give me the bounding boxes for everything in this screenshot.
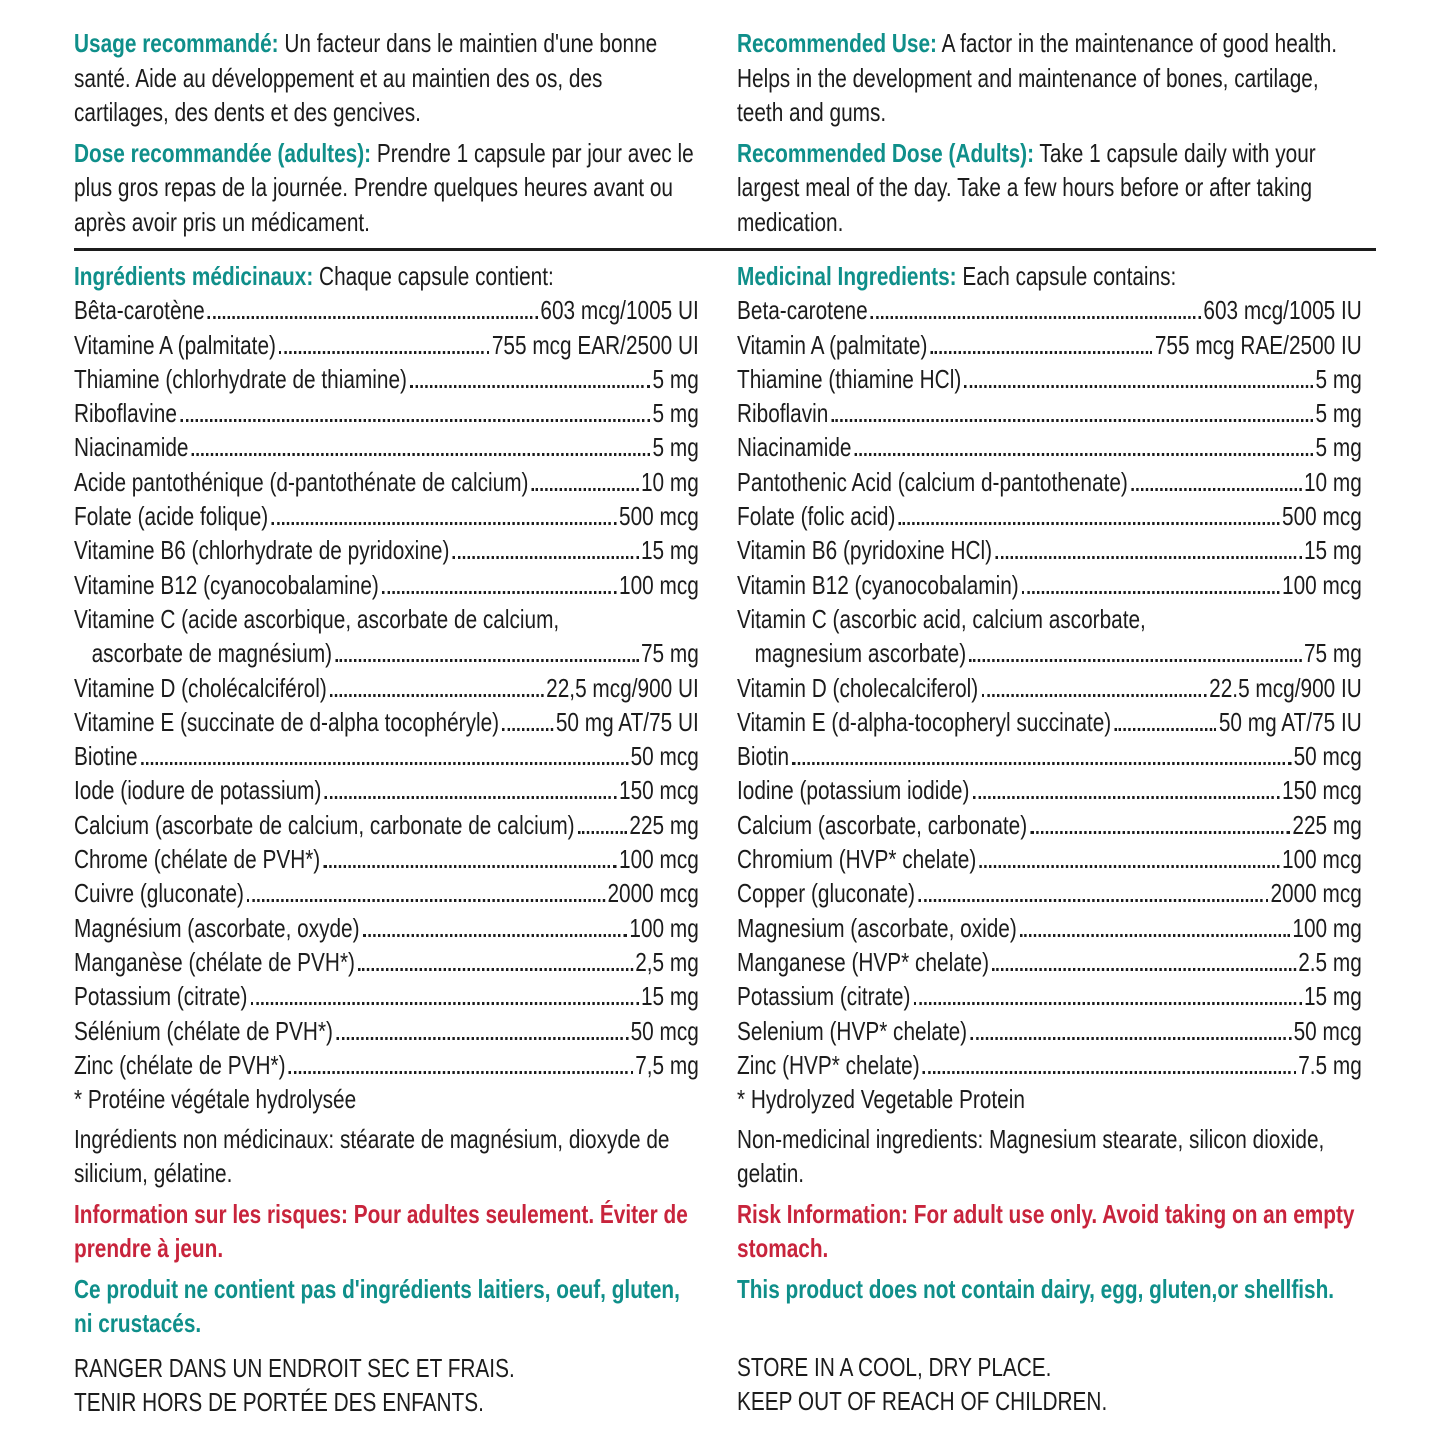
fr-allergen-statement: Ce produit ne contient pas d'ingrédients laitiers, oeuf, gluten, ni crustacés. xyxy=(74,1273,680,1339)
ingredient-row xyxy=(737,567,1362,601)
ingredient-amount: 100 mg xyxy=(1292,912,1362,943)
ingredient-amount: 100 mg xyxy=(629,912,699,943)
ingredient-name: Pantothenic Acid (calcium d-pantothenate) xyxy=(737,466,1128,497)
dot-leader xyxy=(923,1071,1296,1074)
ingredient-name: Manganese (HVP* chelate) xyxy=(737,946,990,977)
fr-keep-away: TENIR HORS DE PORTÉE DES ENFANTS. xyxy=(74,1386,484,1417)
dot-leader xyxy=(502,728,553,731)
fr-ingredient-list xyxy=(74,293,699,1082)
dot-leader xyxy=(141,762,628,765)
en-risk-info: Risk Information: For adult use only. Avoid taking on an empty stomach. xyxy=(737,1198,1355,1264)
en-dose-text: Take 1 capsule daily with your largest meal of the day. Take a few hours before or after taking medication. xyxy=(737,137,1316,237)
dot-leader xyxy=(979,865,1279,868)
fr-risk-info: Information sur les risques: Pour adultes seulement. Éviter de prendre à jeun. xyxy=(74,1198,688,1264)
ingredient-name: Vitamine B6 (chlorhydrate de pyridoxine) xyxy=(74,535,450,566)
ingredient-amount: 500 mcg xyxy=(619,501,699,532)
ingredient-name: Riboflavin xyxy=(737,398,829,429)
fr-dose-text: Prendre 1 capsule par jour avec le plus gros repas de la journée. Prendre quelques heures avant ou après avoir pris un médicament. xyxy=(74,137,694,237)
dot-leader xyxy=(336,1037,628,1040)
ingredient-name: Bêta-carotène xyxy=(74,295,205,326)
fr-dose-label: Dose recommandée (adultes): xyxy=(74,137,372,168)
ingredient-amount: 603 mcg/1005 UI xyxy=(540,295,699,326)
ingredient-row xyxy=(74,602,699,636)
ingredient-amount: 5 mg xyxy=(1315,363,1362,394)
ingredient-name: Copper (gluconate) xyxy=(737,878,916,909)
ingredient-amount: 50 mg AT/75 UI xyxy=(555,706,699,737)
ingredient-amount: 75 mg xyxy=(1303,638,1362,669)
ingredient-name: Vitamine E (succinate de d-alpha tocophéryle) xyxy=(74,706,500,737)
ingredient-row xyxy=(74,362,699,396)
ingredient-row xyxy=(737,430,1362,464)
ingredient-row xyxy=(74,533,699,567)
ingredient-name: Vitamine D (cholécalciférol) xyxy=(74,672,327,703)
en-ingredients-label: Medicinal Ingredients: xyxy=(737,261,957,291)
ingredient-name: Biotine xyxy=(74,741,138,772)
en-ingredients-section xyxy=(737,259,1362,1418)
ingredient-name: Vitamin B6 (pyridoxine HCl) xyxy=(737,535,993,566)
dot-leader xyxy=(453,556,639,559)
ingredient-amount: 22,5 mcg/900 UI xyxy=(546,672,699,703)
ingredient-name: Vitamine B12 (cyanocobalamine) xyxy=(74,569,379,600)
fr-dose xyxy=(74,136,699,240)
ingredient-amount: 5 mg xyxy=(652,398,699,429)
ingredient-name: Biotin xyxy=(737,741,790,772)
ingredient-name: Acide pantothénique (d-pantothénate de calcium) xyxy=(74,466,529,497)
dot-leader xyxy=(832,419,1314,422)
dot-leader xyxy=(382,591,617,594)
ingredient-name: magnesium ascorbate) xyxy=(754,638,967,669)
ingredient-name: Chrome (chélate de PVH*) xyxy=(74,844,321,875)
dot-leader xyxy=(914,1002,1302,1005)
ingredient-row xyxy=(74,739,699,773)
fr-ingredients-section xyxy=(74,259,699,1419)
ingredient-name: Zinc (chélate de PVH*) xyxy=(74,1049,286,1080)
ingredient-amount: 50 mg AT/75 IU xyxy=(1218,706,1362,737)
ingredient-row xyxy=(74,636,699,670)
dot-leader xyxy=(180,419,650,422)
ingredient-amount: 22.5 mcg/900 IU xyxy=(1209,672,1362,703)
dot-leader xyxy=(970,1037,1291,1040)
ingredient-name: Chromium (HVP* chelate) xyxy=(737,844,977,875)
ingredient-row xyxy=(74,1013,699,1047)
en-ingredients-heading xyxy=(737,259,1362,293)
ingredient-row xyxy=(74,293,699,327)
ingredient-amount: 100 mcg xyxy=(619,569,699,600)
ingredient-name: Folate (folic acid) xyxy=(737,501,896,532)
dot-leader xyxy=(330,694,544,697)
ingredient-name: Folate (acide folique) xyxy=(74,501,269,532)
ingredient-name: Vitamine A (palmitate) xyxy=(74,329,276,360)
dot-leader xyxy=(931,351,1153,354)
ingredient-name: Iode (iodure de potassium) xyxy=(74,775,322,806)
fr-top-section xyxy=(74,26,699,239)
ingredient-name: Vitamin D (cholecalciferol) xyxy=(737,672,979,703)
fr-ingredients-heading xyxy=(74,259,699,293)
fr-usage-text: Un facteur dans le maintien d'une bonne santé. Aide au développement et au maintien des os, des cartilages, des dents et des gencives. xyxy=(74,28,658,127)
fr-nonmedicinal: Ingrédients non médicinaux: stéarate de magnésium, dioxyde de silicium, gélatine. xyxy=(74,1123,670,1189)
ingredient-name: Vitamin E (d-alpha-tocopheryl succinate) xyxy=(737,706,1112,737)
fr-ingredients-intro: Chaque capsule contient: xyxy=(313,261,554,291)
en-nonmedicinal: Non-medicinal ingredients: Magnesium stearate, silicon dioxide, gelatin. xyxy=(737,1123,1325,1189)
en-storage: STORE IN A COOL, DRY PLACE. xyxy=(737,1352,1052,1383)
ingredient-amount: 225 mg xyxy=(629,809,699,840)
ingredient-name: Potassium (citrate) xyxy=(737,981,911,1012)
dot-leader xyxy=(247,899,605,902)
en-ingredient-list xyxy=(737,293,1362,1082)
ingredient-name: Selenium (HVP* chelate) xyxy=(737,1015,968,1046)
en-ingredients-intro: Each capsule contains: xyxy=(956,261,1177,291)
ingredient-row xyxy=(74,705,699,739)
ingredient-name: Magnésium (ascorbate, oxyde) xyxy=(74,912,360,943)
ingredient-amount: 10 mg xyxy=(1303,466,1362,497)
ingredient-row xyxy=(74,499,699,533)
ingredient-name: Cuivre (gluconate) xyxy=(74,878,244,909)
en-top-section xyxy=(737,26,1362,239)
fr-storage: RANGER DANS UN ENDROIT SEC ET FRAIS. xyxy=(74,1352,515,1383)
section-divider xyxy=(74,248,1376,251)
en-keep-away: KEEP OUT OF REACH OF CHILDREN. xyxy=(737,1386,1108,1417)
ingredient-name: Iodine (potassium iodide) xyxy=(737,775,970,806)
ingredient-amount: 225 mg xyxy=(1292,809,1362,840)
fr-ingredients-label: Ingrédients médicinaux: xyxy=(74,261,314,291)
dot-leader xyxy=(532,488,639,491)
ingredient-row xyxy=(74,807,699,841)
ingredient-amount: 2.5 mg xyxy=(1298,946,1362,977)
dot-leader xyxy=(192,453,650,456)
ingredient-name: Potassium (citrate) xyxy=(74,981,248,1012)
dot-leader xyxy=(208,316,538,319)
dot-leader xyxy=(363,934,627,937)
ingredient-name: Calcium (ascorbate, carbonate) xyxy=(737,809,1028,840)
ingredient-amount: 15 mg xyxy=(640,981,699,1012)
ingredient-row xyxy=(737,636,1362,670)
dot-leader xyxy=(995,556,1301,559)
ingredient-amount: 15 mg xyxy=(1303,535,1362,566)
ingredient-row xyxy=(737,807,1362,841)
dot-leader xyxy=(1131,488,1302,491)
ingredient-row xyxy=(74,1048,699,1082)
ingredient-row xyxy=(737,910,1362,944)
ingredient-row xyxy=(74,396,699,430)
dot-leader xyxy=(323,865,616,868)
ingredient-row xyxy=(737,773,1362,807)
ingredient-amount: 603 mcg/1005 IU xyxy=(1203,295,1362,326)
ingredient-name: Magnesium (ascorbate, oxide) xyxy=(737,912,1017,943)
dot-leader xyxy=(1022,591,1280,594)
ingredient-row xyxy=(737,602,1362,636)
ingredient-amount: 7.5 mg xyxy=(1298,1049,1362,1080)
dot-leader xyxy=(279,351,489,354)
ingredient-amount: 5 mg xyxy=(1315,432,1362,463)
en-usage-label: Recommended Use: xyxy=(737,28,937,58)
ingredient-row xyxy=(737,670,1362,704)
ingredient-amount: 100 mcg xyxy=(1282,569,1362,600)
ingredient-name: Vitamin A (palmitate) xyxy=(737,329,928,360)
ingredient-row xyxy=(737,842,1362,876)
ingredient-name: Zinc (HVP* chelate) xyxy=(737,1049,920,1080)
en-usage-text: A factor in the maintenance of good health. Helps in the development and maintenance of bones, cartilage, teeth and gums. xyxy=(737,28,1338,127)
ingredient-row xyxy=(737,705,1362,739)
ingredient-row xyxy=(737,1013,1362,1047)
ingredient-amount: 755 mcg EAR/2500 UI xyxy=(491,329,699,360)
ingredient-amount: 500 mcg xyxy=(1282,501,1362,532)
ingredient-row xyxy=(737,739,1362,773)
dot-leader xyxy=(271,522,616,525)
ingredient-amount: 7,5 mg xyxy=(635,1049,699,1080)
fr-footnote: * Protéine végétale hydrolysée xyxy=(74,1083,357,1114)
ingredient-amount: 50 mcg xyxy=(630,1015,699,1046)
ingredient-row xyxy=(74,842,699,876)
dot-leader xyxy=(1030,831,1290,834)
ingredient-row xyxy=(74,430,699,464)
ingredient-row xyxy=(737,1048,1362,1082)
ingredient-amount: 5 mg xyxy=(652,432,699,463)
dot-leader xyxy=(969,659,1301,662)
ingredient-amount: 100 mcg xyxy=(619,844,699,875)
ingredient-amount: 50 mcg xyxy=(630,741,699,772)
dot-leader xyxy=(289,1071,633,1074)
ingredient-amount: 5 mg xyxy=(652,363,699,394)
ingredient-amount: 2000 mcg xyxy=(607,878,699,909)
ingredient-amount: 2000 mcg xyxy=(1270,878,1362,909)
ingredient-name: Riboflavine xyxy=(74,398,177,429)
en-footnote: * Hydrolyzed Vegetable Protein xyxy=(737,1083,1025,1114)
ingredient-amount: 150 mcg xyxy=(619,775,699,806)
ingredient-row xyxy=(737,979,1362,1013)
ingredient-row xyxy=(74,910,699,944)
ingredient-name: Sélénium (chélate de PVH*) xyxy=(74,1015,333,1046)
ingredient-row xyxy=(737,327,1362,361)
dot-leader xyxy=(251,1002,639,1005)
ingredient-row xyxy=(737,396,1362,430)
dot-leader xyxy=(335,659,638,662)
ingredient-amount: 15 mg xyxy=(640,535,699,566)
ingredient-name: Beta-carotene xyxy=(737,295,868,326)
dot-leader xyxy=(855,453,1313,456)
dot-leader xyxy=(1020,934,1290,937)
dot-leader xyxy=(899,522,1280,525)
dot-leader xyxy=(973,796,1280,799)
ingredient-amount: 15 mg xyxy=(1303,981,1362,1012)
ingredient-amount: 10 mg xyxy=(640,466,699,497)
en-usage xyxy=(737,26,1362,130)
ingredient-row xyxy=(74,979,699,1013)
dot-leader xyxy=(410,385,650,388)
ingredient-row xyxy=(74,567,699,601)
en-allergen-statement: This product does not contain dairy, egg, gluten,or shellfish. xyxy=(737,1273,1335,1304)
dot-leader xyxy=(578,831,627,834)
ingredient-row xyxy=(737,499,1362,533)
ingredient-row xyxy=(737,533,1362,567)
fr-usage xyxy=(74,26,699,130)
ingredient-name: Niacinamide xyxy=(737,432,852,463)
ingredient-name: Niacinamide xyxy=(74,432,189,463)
ingredient-amount: 2,5 mg xyxy=(635,946,699,977)
ingredient-amount: 755 mcg RAE/2500 IU xyxy=(1154,329,1362,360)
ingredient-name: Thiamine (chlorhydrate de thiamine) xyxy=(74,363,407,394)
ingredient-row xyxy=(74,464,699,498)
dot-leader xyxy=(992,968,1296,971)
en-dose xyxy=(737,136,1362,240)
ingredient-row xyxy=(74,945,699,979)
ingredient-amount: 75 mg xyxy=(640,638,699,669)
ingredient-row xyxy=(74,670,699,704)
ingredient-amount: 50 mcg xyxy=(1293,741,1362,772)
ingredient-row xyxy=(74,876,699,910)
ingredient-row xyxy=(737,464,1362,498)
ingredient-name: Vitamin C (ascorbic acid, calcium ascorbate, xyxy=(737,603,1146,634)
ingredient-row xyxy=(74,773,699,807)
dot-leader xyxy=(964,385,1313,388)
dot-leader xyxy=(325,796,617,799)
ingredient-amount: 50 mcg xyxy=(1293,1015,1362,1046)
dot-leader xyxy=(1114,728,1216,731)
ingredient-name: Vitamine C (acide ascorbique, ascorbate de calcium, xyxy=(74,603,560,634)
dot-leader xyxy=(871,316,1201,319)
ingredient-name: Thiamine (thiamine HCl) xyxy=(737,363,962,394)
dot-leader xyxy=(358,968,633,971)
ingredient-name: Calcium (ascorbate de calcium, carbonate de calcium) xyxy=(74,809,575,840)
dot-leader xyxy=(981,694,1206,697)
ingredient-row xyxy=(74,327,699,361)
ingredient-row xyxy=(737,362,1362,396)
ingredient-name: Vitamin B12 (cyanocobalamin) xyxy=(737,569,1019,600)
ingredient-row xyxy=(737,945,1362,979)
dot-leader xyxy=(918,899,1268,902)
ingredient-amount: 5 mg xyxy=(1315,398,1362,429)
ingredient-row xyxy=(737,876,1362,910)
en-dose-label: Recommended Dose (Adults): xyxy=(737,137,1035,168)
ingredient-row xyxy=(737,293,1362,327)
ingredient-name: Manganèse (chélate de PVH*) xyxy=(74,946,355,977)
ingredient-name: ascorbate de magnésium) xyxy=(91,638,333,669)
ingredient-amount: 150 mcg xyxy=(1282,775,1362,806)
dot-leader xyxy=(792,762,1291,765)
ingredient-amount: 100 mcg xyxy=(1282,844,1362,875)
fr-usage-label: Usage recommandé: xyxy=(74,28,279,58)
